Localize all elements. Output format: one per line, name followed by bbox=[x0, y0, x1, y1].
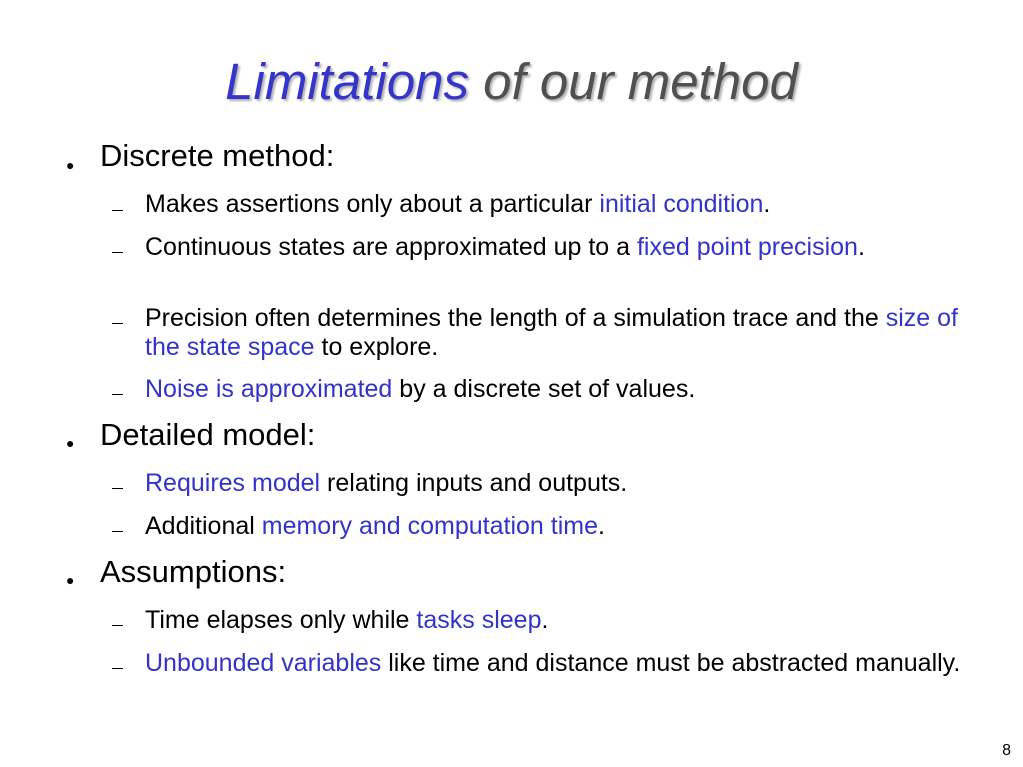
highlight-segment: Requires model bbox=[145, 469, 321, 497]
dash-icon bbox=[112, 488, 123, 489]
sub-bullet-text bbox=[145, 375, 965, 404]
bullet-label: Discrete method: bbox=[100, 138, 335, 173]
highlight-segment: fixed point precision bbox=[636, 233, 858, 261]
highlight-segment: size of the state space bbox=[145, 304, 958, 361]
bullet-label: Detailed model: bbox=[100, 417, 316, 452]
dash-icon bbox=[112, 252, 123, 253]
text-segment: . bbox=[857, 233, 865, 261]
text-segment: Precision often determines the length of a simulation trace and the bbox=[145, 304, 886, 332]
slide-title-highlight: Limitations bbox=[225, 53, 469, 110]
highlight-segment: tasks sleep bbox=[416, 606, 542, 634]
dash-icon bbox=[112, 210, 123, 211]
bullet-dot-icon: ● bbox=[66, 572, 75, 588]
dash-icon bbox=[112, 531, 123, 532]
text-segment: . bbox=[541, 606, 549, 634]
dash-icon bbox=[112, 668, 123, 669]
bullet-dot-icon: ● bbox=[66, 157, 75, 173]
sub-bullet-text bbox=[145, 606, 965, 635]
sub-bullet-text bbox=[145, 649, 965, 678]
highlight-segment: memory and computation time bbox=[261, 512, 599, 540]
highlight-segment: Unbounded variables bbox=[145, 649, 382, 677]
text-segment: to explore. bbox=[314, 333, 439, 361]
text-segment: . bbox=[598, 512, 605, 540]
text-segment: relating inputs and outputs. bbox=[320, 469, 628, 497]
page-number: 8 bbox=[1002, 742, 1011, 759]
sub-bullet-text bbox=[145, 233, 965, 262]
dash-icon bbox=[112, 394, 123, 395]
bullet-dot-icon: ● bbox=[66, 435, 75, 451]
slide-title bbox=[0, 52, 1023, 112]
text-segment: Makes assertions only about a particular bbox=[145, 190, 600, 218]
text-segment: like time and distance must be abstracted manually. bbox=[381, 649, 961, 677]
text-segment: Additional bbox=[145, 512, 262, 540]
sub-bullet-text bbox=[145, 512, 965, 541]
dash-icon bbox=[112, 323, 123, 324]
highlight-segment: initial condition bbox=[599, 190, 764, 218]
sub-bullet-text bbox=[145, 304, 965, 362]
slide-title-rest: of our method bbox=[468, 53, 798, 110]
bullet-label: Assumptions: bbox=[100, 554, 287, 589]
text-segment: Continuous states are approximated up to a bbox=[145, 233, 637, 261]
sub-bullet-text bbox=[145, 190, 965, 219]
text-segment: Time elapses only while bbox=[145, 606, 417, 634]
text-segment: . bbox=[763, 190, 771, 218]
text-segment: by a discrete set of values. bbox=[392, 375, 696, 403]
sub-bullet-text bbox=[145, 469, 965, 498]
highlight-segment: Noise is approximated bbox=[145, 375, 393, 403]
dash-icon bbox=[112, 625, 123, 626]
